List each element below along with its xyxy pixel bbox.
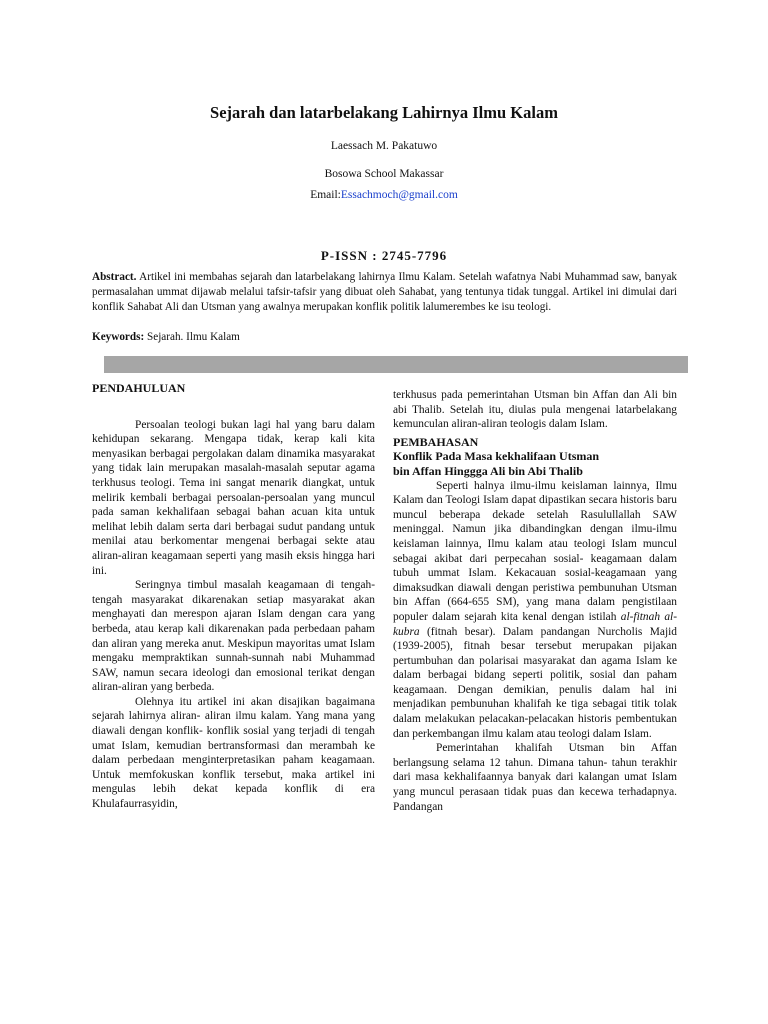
abstract bbox=[92, 270, 677, 315]
paragraph bbox=[393, 479, 677, 742]
paragraph: Persoalan teologi bukan lagi hal yang baru dalam kehidupan sekarang. Mengapa tidak, kerap kali kita menyasikan berbagai pergolakan dalam dinamika masyarakat yang tidak lain merupakan masalah-masalah seputar agama terkhusus teologi. Tema ini sangat menarik diangkat, untuk melirik kembali berbagai persoalan-persoalan yang muncul pada saman kekhalifaan sebagai bahan acuan kita untuk melihat lebih dalam serta dari berbagai sudut pandang untuk menilai atau berkomentar mengenai berbagai sekte atau aliran-aliran keagamaan seperti yang masih eksis hingga hari ini. bbox=[92, 418, 375, 577]
email-label: Email: bbox=[310, 189, 341, 201]
section-heading-pendahuluan: PENDAHULUAN bbox=[92, 381, 186, 395]
abstract-label: Abstract. bbox=[92, 271, 137, 283]
keywords-label: Keywords: bbox=[92, 331, 145, 343]
paragraph: Seringnya timbul masalah keagamaan di tengah-tengah masyarakat dikarenakan setiap masyarakat akan menghayati dan merespon ajaran Islam dengan cara yang berbeda, atau kerap kali dikarenakan pada perbedaan paham dan aliran yang mereka anut. Meskipun mayoritas umat Islam mengaku mempraktikan sunnah-sunnah nabi Muhammad SAW, namun secara ideologi dan emosional terikat dengan aliran-aliran yang berbeda. bbox=[92, 579, 375, 694]
paragraph-text: Seperti halnya ilmu-ilmu keislaman lainnya, Ilmu Kalam dan Teologi Islam dapat dipastikan secara historis baru muncul beberapa dekade setelah Rasulullallah SAW meninggal. Namun jika dibandingkan dengan ilmu-ilmu keislaman lainnya, Ilmu kalam atau teologi Islam muncul sebagai akibat dari perpecahan sosial- keagamaan dalam tubuh ummat Islam. Kekacauan sosial-keagamaan yang dimaksudkan diawali dengan peristiwa pembunuhan Utsman bin Affan (664-655 SM), yang mana dalam pengistilaan populer dalam sejarah kita kenal dengan istilah bbox=[393, 479, 677, 623]
abstract-text: Artikel ini membahas sejarah dan latarbelakang lahirnya Ilmu Kalam. Setelah wafatnya Nabi Muhammad saw, banyak permasalahan ummat dijawab melalui tafsir-tafsir yang dibuat oleh Sahabat, yang tentunya tidak tunggal. Artikel ini dimulai dari konflik Sahabat Ali dan Utsman yang awalnya merupakan konflik politik lalumerembes ke isu teologi. bbox=[92, 271, 677, 313]
section-divider-bar bbox=[104, 356, 688, 373]
right-column bbox=[393, 388, 677, 814]
clipped-issn-line bbox=[0, 248, 768, 263]
author-email bbox=[0, 189, 768, 201]
paragraph: Olehnya itu artikel ini akan disajikan bagaimana sejarah lahirnya aliran- aliran ilmu kalam. Yang mana yang diawali dengan konflik- konflik sosial yang terjadi di tengah umat Islam, kemudian bertransformasi dan merambah ke dalam perbedaan menginterpretasikan paham keagamaan. Untuk memfokuskan konflik tersebut, maka artikel ini mengulas lebih dekat kepada konflik di era Khulafaurrasyidin, bbox=[92, 695, 375, 811]
author-name: Laessach M. Pakatuwo bbox=[330, 140, 438, 152]
paragraph: terkhusus pada pemerintahan Utsman bin Affan dan Ali bin abi Thalib. Setelah itu, diulas pula mengenai latarbelakang kemunculan aliran-aliran teologis dalam Islam. bbox=[393, 389, 677, 431]
paragraph-text: (fitnah besar). Dalam pandangan Nurcholis Majid (1939-2005), fitnah besar tersebut merupakan pijakan pertumbuhan dan polarisai masyarakat dan agama Islam ke dalam berbagai bidang seperti politik, sosial dan paham keagamaan. Dengan demikian, penulis dalam hal ini menjadikan pembunuhan khalifah ke tiga sebagai titik tolak dalam melakukan pelacakan-pelacakan historis pembentukan dan perkembangan ilmu kalam atau teologi dalam Islam. bbox=[393, 625, 677, 740]
issn-text: P-ISSN : 2745-7796 bbox=[320, 248, 448, 263]
keywords-text: Sejarah. Ilmu Kalam bbox=[147, 331, 240, 343]
italic-term: al-fitnah al-kubra bbox=[393, 610, 678, 638]
email-link[interactable]: Essachmoch@gmail.com bbox=[340, 189, 458, 201]
keywords bbox=[92, 330, 677, 345]
subsection-heading: bin Affan Hinggga Ali bin Abi Thalib bbox=[393, 463, 583, 478]
section-heading-pembahasan: PEMBAHASAN bbox=[393, 434, 479, 449]
paragraph: Pemerintahan khalifah Utsman bin Affan berlangsung selama 12 tahun. Dimana tahun- tahun terakhir dari masa kekhalifaannya banyak dari kalangan umat Islam yang muncul perasaan tidak puas dan kecewa terhadapnya. Pandangan bbox=[393, 742, 677, 813]
author-affiliation: Bosowa School Makassar bbox=[324, 168, 444, 180]
left-column bbox=[92, 381, 375, 812]
paper-title: Sejarah dan latarbelakang Lahirnya Ilmu Kalam bbox=[210, 103, 558, 122]
subsection-heading: Konflik Pada Masa kekhalifaan Utsman bbox=[393, 449, 600, 464]
